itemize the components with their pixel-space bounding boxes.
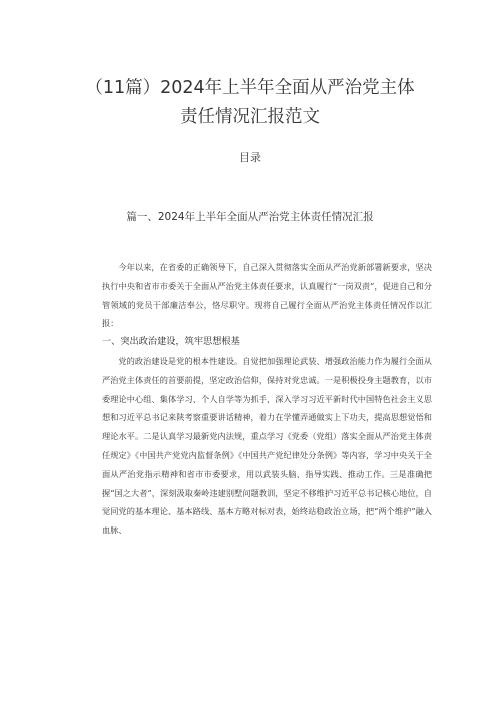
title-line-1: （11篇）2024年上半年全面从严治党主体 <box>85 78 415 98</box>
intro-paragraph: 今年以来，在省委的正确领导下，自己深入贯彻落实全面从严治党新部署新要求，坚决执行中央和省市市委关于全面从严治党主体责任要求，认真履行“一岗双责”，促进自己和分管领域的党员干部廉洁奉公，恪尽职守。现将自己履行全面从严治党主体责任情况作以汇报： <box>102 262 432 329</box>
title-line-2: 责任情况汇报范文 <box>180 107 320 127</box>
section-title: 篇一、2024年上半年全面从严治党主体责任情况汇报 <box>126 211 374 223</box>
heading-political-construction: 一、突出政治建设，筑牢思想根基 <box>102 336 240 348</box>
toc-label: 目录 <box>239 151 261 164</box>
document-title <box>60 74 440 132</box>
body-text <box>102 258 432 540</box>
paragraph-political-construction: 党的政治建设是党的根本性建设。自觉把加强理论武装、增强政治能力作为履行全面从严治党主体责任的首要前提，坚定政治信仰，保持对党忠诚。一是积极投身主题教育，以市委理论中心组、集体学习、个人自学等为抓手，深入学习习近平新时代中国特色社会主义思想和习近平总书记来陕考察重要讲话精神，着力在学懂弄通做实上下功夫，提高思想觉悟和理论水平。二是认真学习最新党内法规，重点学习《党委（党组）落实全面从严治党主体责任规定》《中国共产党党内监督条例》《中国共产党纪律处分条例》等内容，学习中央关于全面从严治党指示精神和省市市委要求，用以武装头脑、指导实践、推动工作。三是准确把握“国之大者”，深刻汲取秦岭违建别墅问题教训，坚定不移维护习近平总书记核心地位，自觉同党的基本理论、基本路线、基本方略对标对表，始终站稳政治立场，把“两个维护”融入血脉、 <box>102 355 432 536</box>
